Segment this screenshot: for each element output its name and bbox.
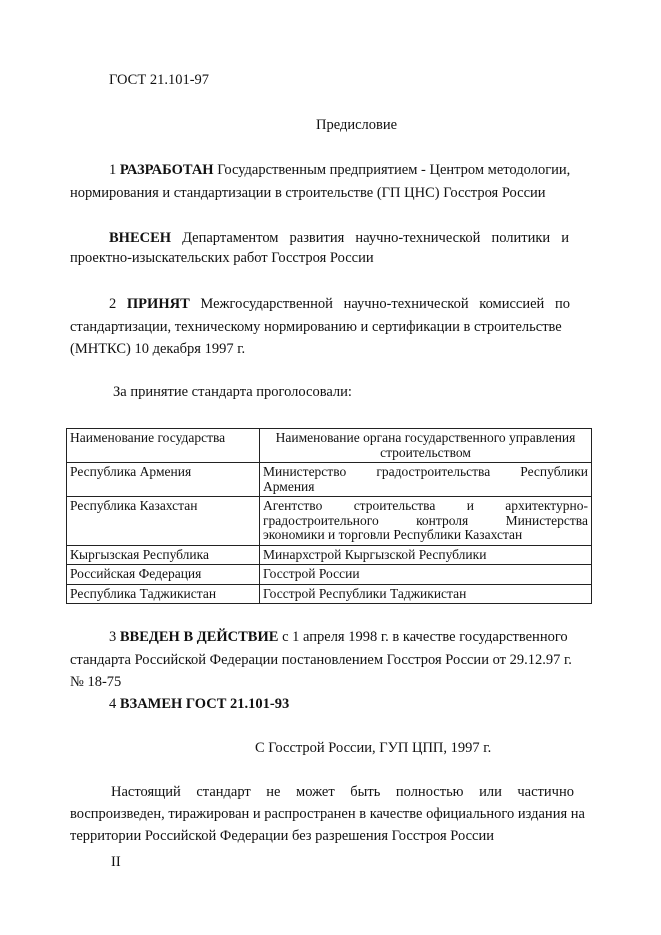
word: научно-технической	[355, 230, 481, 246]
table-row	[67, 497, 592, 546]
word: контроля	[416, 512, 469, 528]
section-2-line-3: (МНТКС) 10 декабря 1997 г.	[70, 341, 246, 357]
notice-line-2: воспроизведен, тиражирован и распространен в качестве официального издания на	[70, 806, 585, 822]
copyright: С Госстрой России, ГУП ЦПП, 1997 г.	[255, 740, 492, 756]
voting-states-table	[66, 428, 592, 604]
word: Агентство	[263, 498, 323, 513]
word: архитектурно-	[505, 498, 588, 513]
organ-cell	[260, 463, 592, 497]
word: стандарт	[196, 784, 251, 800]
word: Межгосударственной	[200, 296, 333, 312]
organ-cell: Госстрой России	[260, 565, 592, 585]
organ-cell: Минархстрой Кыргызской Республики	[260, 545, 592, 565]
word: и	[466, 498, 474, 513]
word: по	[554, 296, 570, 312]
word: полностью	[395, 784, 464, 800]
word: комиссией	[479, 296, 545, 312]
section-number: 1	[109, 162, 117, 178]
table-header-row	[67, 429, 592, 463]
state-cell: Республика Казахстан	[67, 497, 260, 546]
word: строительства	[353, 498, 436, 513]
section-3-line-1	[109, 629, 568, 645]
organ-cell: Госстрой Республики Таджикистан	[260, 584, 592, 604]
word: не	[266, 784, 281, 800]
organ-cell	[260, 497, 592, 546]
section-keyword: ПРИНЯТ	[126, 296, 190, 312]
word: Министерства	[505, 512, 588, 528]
word: политики	[491, 230, 551, 246]
page-title: Предисловие	[316, 117, 398, 133]
state-cell: Российская Федерация	[67, 565, 260, 585]
vnesen-keyword: ВНЕСЕН	[109, 230, 172, 246]
page-number: II	[111, 854, 121, 870]
word: Республики	[520, 464, 588, 479]
section-4	[109, 696, 289, 712]
vote-intro: За принятие стандарта проголосовали:	[113, 384, 352, 400]
column-header-organ: Наименование органа государственного управления строительством	[260, 429, 592, 463]
table-row	[67, 565, 592, 585]
word: Настоящий	[111, 784, 181, 800]
state-cell: Кыргызская Республика	[67, 545, 260, 565]
word: частично	[517, 784, 574, 800]
section-number: 2	[109, 296, 117, 312]
section-keyword: ВВЕДЕН В ДЕЙСТВИЕ	[119, 629, 279, 645]
document-code: ГОСТ 21.101-97	[109, 72, 210, 88]
section-3-line-3: № 18-75	[70, 674, 122, 690]
section-keyword: ВЗАМЕН ГОСТ 21.101-93	[119, 696, 290, 712]
section-1-line-2: нормирования и стандартизации в строительстве (ГП ЦНС) Госстроя России	[70, 185, 546, 201]
table-row	[67, 584, 592, 604]
word: и	[561, 230, 569, 246]
section-number: 3	[109, 629, 117, 645]
section-keyword: РАЗРАБОТАН	[119, 162, 214, 178]
table-row	[67, 545, 592, 565]
organ-rest: Армения	[263, 478, 315, 494]
notice-line-1	[111, 784, 574, 800]
word: или	[479, 784, 502, 800]
vnesen-line-2: проектно-изыскательских работ Госстроя России	[70, 250, 374, 266]
section-number: 4	[109, 696, 117, 712]
word: может	[296, 784, 335, 800]
section-1-line-1	[109, 162, 570, 178]
word: градостроительного	[263, 512, 379, 528]
section-2-line-2: стандартизации, техническому нормированию и сертификации в строительстве	[70, 319, 562, 335]
word: развития	[289, 230, 345, 246]
word: Департаментом	[182, 230, 279, 246]
state-cell: Республика Армения	[67, 463, 260, 497]
table-row	[67, 463, 592, 497]
notice-line-3: территории Российской Федерации без разрешения Госстроя России	[70, 828, 495, 844]
state-cell: Республика Таджикистан	[67, 584, 260, 604]
word: научно-технической	[343, 296, 469, 312]
word: быть	[350, 784, 381, 800]
word: Министерство	[263, 464, 347, 479]
section-text: с 1 апреля 1998 г. в качестве государственного	[282, 629, 568, 645]
section-2-line-1	[109, 296, 570, 312]
section-text: Государственным предприятием - Центром методологии,	[217, 162, 571, 178]
word: градостроительства	[376, 464, 491, 479]
vnesen-line-1	[109, 230, 569, 246]
organ-rest: экономики и торговли Республики Казахстан	[263, 527, 523, 542]
section-3-line-2: стандарта Российской Федерации постановлением Госстроя России от 29.12.97 г.	[70, 652, 572, 668]
column-header-state: Наименование государства	[67, 429, 260, 463]
